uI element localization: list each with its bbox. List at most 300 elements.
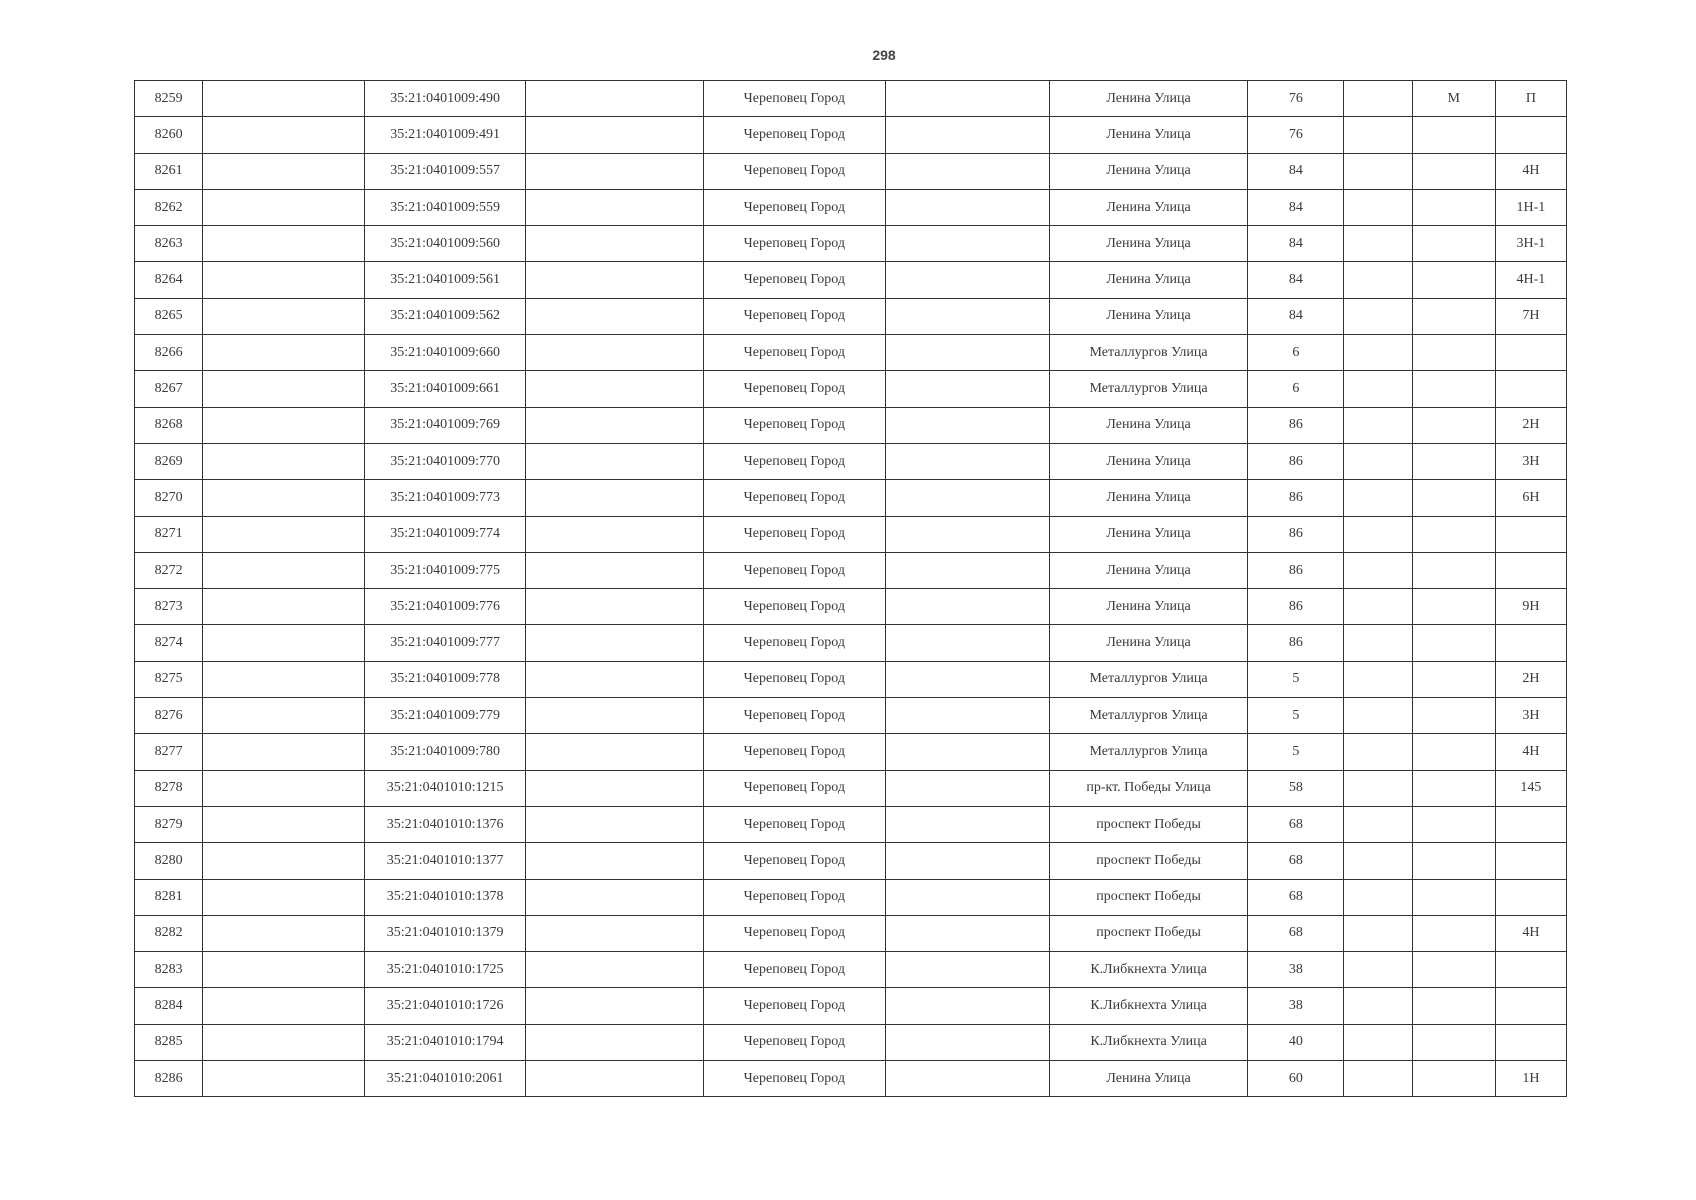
apartment-cell [1495,335,1566,371]
empty-cell [525,770,703,806]
city-cell: Череповец Город [704,952,885,988]
type-cell [1412,698,1495,734]
empty-cell [525,117,703,153]
city-cell: Череповец Город [704,843,885,879]
row-number-cell: 8284 [135,988,203,1024]
house-cell: 84 [1248,298,1344,334]
type-cell [1412,443,1495,479]
house-cell: 38 [1248,988,1344,1024]
cadastral-number-cell: 35:21:0401009:770 [365,443,525,479]
empty-cell [1344,770,1412,806]
street-cell: Ленина Улица [1049,516,1247,552]
street-cell: проспект Победы [1049,843,1247,879]
table-row [135,262,1567,298]
empty-cell [203,988,365,1024]
empty-cell [203,189,365,225]
city-cell: Череповец Город [704,806,885,842]
empty-cell [885,698,1049,734]
city-cell: Череповец Город [704,625,885,661]
city-cell: Череповец Город [704,226,885,262]
empty-cell [1344,226,1412,262]
empty-cell [203,806,365,842]
street-cell: Ленина Улица [1049,589,1247,625]
table-row [135,589,1567,625]
empty-cell [885,806,1049,842]
table-row [135,335,1567,371]
apartment-cell: 4Н [1495,734,1566,770]
empty-cell [885,371,1049,407]
empty-cell [525,407,703,443]
cadastral-number-cell: 35:21:0401010:1215 [365,770,525,806]
street-cell: Ленина Улица [1049,189,1247,225]
apartment-cell: 1Н [1495,1061,1566,1097]
table-row [135,480,1567,516]
city-cell: Череповец Город [704,552,885,588]
type-cell [1412,734,1495,770]
street-cell: Ленина Улица [1049,81,1247,117]
cadastral-number-cell: 35:21:0401010:1726 [365,988,525,1024]
empty-cell [203,915,365,951]
empty-cell [525,661,703,697]
empty-cell [203,1061,365,1097]
apartment-cell [1495,371,1566,407]
type-cell [1412,915,1495,951]
type-cell [1412,661,1495,697]
apartment-cell [1495,952,1566,988]
house-cell: 68 [1248,915,1344,951]
empty-cell [1344,298,1412,334]
house-cell: 38 [1248,952,1344,988]
empty-cell [1344,952,1412,988]
city-cell: Череповец Город [704,298,885,334]
cadastral-number-cell: 35:21:0401009:491 [365,117,525,153]
empty-cell [203,625,365,661]
street-cell: Металлургов Улица [1049,661,1247,697]
row-number-cell: 8283 [135,952,203,988]
type-cell: М [1412,81,1495,117]
empty-cell [885,879,1049,915]
table-row [135,661,1567,697]
street-cell: Металлургов Улица [1049,734,1247,770]
cadastral-number-cell: 35:21:0401009:562 [365,298,525,334]
type-cell [1412,153,1495,189]
empty-cell [203,879,365,915]
empty-cell [525,262,703,298]
type-cell [1412,262,1495,298]
apartment-cell [1495,988,1566,1024]
empty-cell [203,734,365,770]
city-cell: Череповец Город [704,698,885,734]
city-cell: Череповец Город [704,879,885,915]
city-cell: Череповец Город [704,661,885,697]
cadastral-number-cell: 35:21:0401009:560 [365,226,525,262]
empty-cell [1344,1024,1412,1060]
empty-cell [525,516,703,552]
table-row [135,1061,1567,1097]
type-cell [1412,480,1495,516]
city-cell: Череповец Город [704,480,885,516]
empty-cell [1344,81,1412,117]
type-cell [1412,189,1495,225]
empty-cell [203,952,365,988]
house-cell: 58 [1248,770,1344,806]
row-number-cell: 8272 [135,552,203,588]
table-row [135,516,1567,552]
table-row [135,988,1567,1024]
cadastral-number-cell: 35:21:0401009:774 [365,516,525,552]
registry-table [134,80,1567,1097]
row-number-cell: 8280 [135,843,203,879]
cadastral-number-cell: 35:21:0401009:773 [365,480,525,516]
street-cell: Ленина Улица [1049,262,1247,298]
empty-cell [203,698,365,734]
empty-cell [203,298,365,334]
table-row [135,879,1567,915]
empty-cell [885,81,1049,117]
table-row [135,770,1567,806]
empty-cell [885,516,1049,552]
table-row [135,298,1567,334]
row-number-cell: 8286 [135,1061,203,1097]
city-cell: Череповец Город [704,117,885,153]
street-cell: Ленина Улица [1049,480,1247,516]
empty-cell [203,552,365,588]
house-cell: 68 [1248,806,1344,842]
type-cell [1412,407,1495,443]
table-row [135,806,1567,842]
street-cell: К.Либкнехта Улица [1049,1024,1247,1060]
house-cell: 86 [1248,407,1344,443]
street-cell: Металлургов Улица [1049,335,1247,371]
empty-cell [203,407,365,443]
type-cell [1412,879,1495,915]
city-cell: Череповец Город [704,734,885,770]
house-cell: 5 [1248,698,1344,734]
apartment-cell: 3Н [1495,443,1566,479]
type-cell [1412,552,1495,588]
cadastral-number-cell: 35:21:0401009:778 [365,661,525,697]
house-cell: 84 [1248,226,1344,262]
apartment-cell: 6Н [1495,480,1566,516]
type-cell [1412,371,1495,407]
empty-cell [203,262,365,298]
empty-cell [525,335,703,371]
empty-cell [885,443,1049,479]
empty-cell [1344,407,1412,443]
row-number-cell: 8260 [135,117,203,153]
type-cell [1412,806,1495,842]
street-cell: проспект Победы [1049,915,1247,951]
empty-cell [203,661,365,697]
type-cell [1412,1024,1495,1060]
row-number-cell: 8285 [135,1024,203,1060]
table-row [135,81,1567,117]
row-number-cell: 8281 [135,879,203,915]
empty-cell [525,915,703,951]
street-cell: проспект Победы [1049,806,1247,842]
table-row [135,189,1567,225]
table-row [135,734,1567,770]
type-cell [1412,1061,1495,1097]
cadastral-number-cell: 35:21:0401010:1378 [365,879,525,915]
empty-cell [203,1024,365,1060]
city-cell: Череповец Город [704,371,885,407]
row-number-cell: 8262 [135,189,203,225]
apartment-cell: 7Н [1495,298,1566,334]
row-number-cell: 8273 [135,589,203,625]
house-cell: 86 [1248,443,1344,479]
apartment-cell: 3Н-1 [1495,226,1566,262]
apartment-cell: 2Н [1495,407,1566,443]
empty-cell [885,262,1049,298]
empty-cell [885,1024,1049,1060]
type-cell [1412,117,1495,153]
table-row [135,407,1567,443]
cadastral-number-cell: 35:21:0401010:1379 [365,915,525,951]
house-cell: 84 [1248,189,1344,225]
house-cell: 84 [1248,262,1344,298]
apartment-cell: П [1495,81,1566,117]
row-number-cell: 8271 [135,516,203,552]
cadastral-number-cell: 35:21:0401009:561 [365,262,525,298]
table-row [135,226,1567,262]
row-number-cell: 8269 [135,443,203,479]
cadastral-number-cell: 35:21:0401009:780 [365,734,525,770]
empty-cell [203,443,365,479]
row-number-cell: 8270 [135,480,203,516]
apartment-cell [1495,1024,1566,1060]
apartment-cell [1495,625,1566,661]
empty-cell [1344,1061,1412,1097]
street-cell: пр-кт. Победы Улица [1049,770,1247,806]
row-number-cell: 8282 [135,915,203,951]
city-cell: Череповец Город [704,443,885,479]
empty-cell [525,625,703,661]
house-cell: 68 [1248,879,1344,915]
street-cell: Ленина Улица [1049,117,1247,153]
empty-cell [1344,661,1412,697]
row-number-cell: 8267 [135,371,203,407]
empty-cell [525,806,703,842]
empty-cell [1344,117,1412,153]
empty-cell [885,407,1049,443]
empty-cell [1344,189,1412,225]
type-cell [1412,770,1495,806]
city-cell: Череповец Город [704,1024,885,1060]
house-cell: 68 [1248,843,1344,879]
empty-cell [1344,589,1412,625]
cadastral-number-cell: 35:21:0401009:779 [365,698,525,734]
empty-cell [203,81,365,117]
empty-cell [885,843,1049,879]
apartment-cell [1495,806,1566,842]
city-cell: Череповец Город [704,770,885,806]
empty-cell [1344,734,1412,770]
cadastral-number-cell: 35:21:0401010:1377 [365,843,525,879]
street-cell: Ленина Улица [1049,1061,1247,1097]
empty-cell [1344,988,1412,1024]
empty-cell [1344,516,1412,552]
table-row [135,117,1567,153]
empty-cell [1344,698,1412,734]
apartment-cell: 2Н [1495,661,1566,697]
empty-cell [203,335,365,371]
empty-cell [203,589,365,625]
row-number-cell: 8268 [135,407,203,443]
street-cell: Ленина Улица [1049,552,1247,588]
empty-cell [1344,443,1412,479]
empty-cell [525,480,703,516]
apartment-cell: 145 [1495,770,1566,806]
table-row [135,843,1567,879]
type-cell [1412,589,1495,625]
row-number-cell: 8276 [135,698,203,734]
house-cell: 86 [1248,625,1344,661]
house-cell: 86 [1248,516,1344,552]
empty-cell [525,298,703,334]
city-cell: Череповец Город [704,988,885,1024]
table-row [135,915,1567,951]
city-cell: Череповец Город [704,153,885,189]
empty-cell [525,879,703,915]
empty-cell [885,770,1049,806]
empty-cell [885,589,1049,625]
city-cell: Череповец Город [704,335,885,371]
street-cell: К.Либкнехта Улица [1049,988,1247,1024]
table-row [135,443,1567,479]
empty-cell [885,226,1049,262]
row-number-cell: 8265 [135,298,203,334]
city-cell: Череповец Город [704,189,885,225]
empty-cell [203,153,365,189]
street-cell: Ленина Улица [1049,226,1247,262]
house-cell: 6 [1248,335,1344,371]
house-cell: 60 [1248,1061,1344,1097]
cadastral-number-cell: 35:21:0401009:776 [365,589,525,625]
empty-cell [1344,552,1412,588]
empty-cell [203,371,365,407]
cadastral-number-cell: 35:21:0401009:769 [365,407,525,443]
type-cell [1412,625,1495,661]
empty-cell [203,843,365,879]
cadastral-number-cell: 35:21:0401009:557 [365,153,525,189]
empty-cell [885,625,1049,661]
empty-cell [885,988,1049,1024]
empty-cell [885,1061,1049,1097]
empty-cell [525,371,703,407]
empty-cell [1344,915,1412,951]
table-row [135,698,1567,734]
house-cell: 76 [1248,81,1344,117]
empty-cell [1344,806,1412,842]
empty-cell [203,770,365,806]
empty-cell [1344,153,1412,189]
empty-cell [525,589,703,625]
row-number-cell: 8278 [135,770,203,806]
apartment-cell: 4Н [1495,153,1566,189]
table-row [135,952,1567,988]
table-row [135,1024,1567,1060]
empty-cell [885,298,1049,334]
empty-cell [525,443,703,479]
empty-cell [1344,480,1412,516]
type-cell [1412,952,1495,988]
apartment-cell: 9Н [1495,589,1566,625]
apartment-cell: 4Н-1 [1495,262,1566,298]
row-number-cell: 8266 [135,335,203,371]
type-cell [1412,298,1495,334]
empty-cell [525,1024,703,1060]
row-number-cell: 8261 [135,153,203,189]
house-cell: 40 [1248,1024,1344,1060]
apartment-cell: 1Н-1 [1495,189,1566,225]
empty-cell [525,734,703,770]
type-cell [1412,335,1495,371]
type-cell [1412,516,1495,552]
empty-cell [885,335,1049,371]
row-number-cell: 8277 [135,734,203,770]
empty-cell [525,698,703,734]
empty-cell [525,226,703,262]
cadastral-number-cell: 35:21:0401009:559 [365,189,525,225]
house-cell: 86 [1248,589,1344,625]
row-number-cell: 8275 [135,661,203,697]
apartment-cell [1495,879,1566,915]
type-cell [1412,843,1495,879]
empty-cell [885,734,1049,770]
table-row [135,371,1567,407]
row-number-cell: 8279 [135,806,203,842]
cadastral-number-cell: 35:21:0401009:775 [365,552,525,588]
empty-cell [1344,625,1412,661]
empty-cell [525,189,703,225]
apartment-cell [1495,843,1566,879]
street-cell: проспект Победы [1049,879,1247,915]
cadastral-number-cell: 35:21:0401009:661 [365,371,525,407]
city-cell: Череповец Город [704,516,885,552]
empty-cell [885,189,1049,225]
city-cell: Череповец Город [704,915,885,951]
type-cell [1412,226,1495,262]
empty-cell [885,480,1049,516]
empty-cell [525,988,703,1024]
page-number: 298 [872,47,896,63]
empty-cell [1344,335,1412,371]
empty-cell [885,661,1049,697]
city-cell: Череповец Город [704,589,885,625]
empty-cell [885,117,1049,153]
table-row [135,552,1567,588]
apartment-cell [1495,117,1566,153]
empty-cell [1344,879,1412,915]
empty-cell [203,480,365,516]
cadastral-number-cell: 35:21:0401010:2061 [365,1061,525,1097]
empty-cell [525,153,703,189]
street-cell: К.Либкнехта Улица [1049,952,1247,988]
street-cell: Ленина Улица [1049,153,1247,189]
apartment-cell [1495,516,1566,552]
city-cell: Череповец Город [704,262,885,298]
apartment-cell: 4Н [1495,915,1566,951]
row-number-cell: 8263 [135,226,203,262]
empty-cell [203,516,365,552]
house-cell: 86 [1248,552,1344,588]
cadastral-number-cell: 35:21:0401009:660 [365,335,525,371]
city-cell: Череповец Город [704,81,885,117]
city-cell: Череповец Город [704,407,885,443]
row-number-cell: 8264 [135,262,203,298]
house-cell: 76 [1248,117,1344,153]
